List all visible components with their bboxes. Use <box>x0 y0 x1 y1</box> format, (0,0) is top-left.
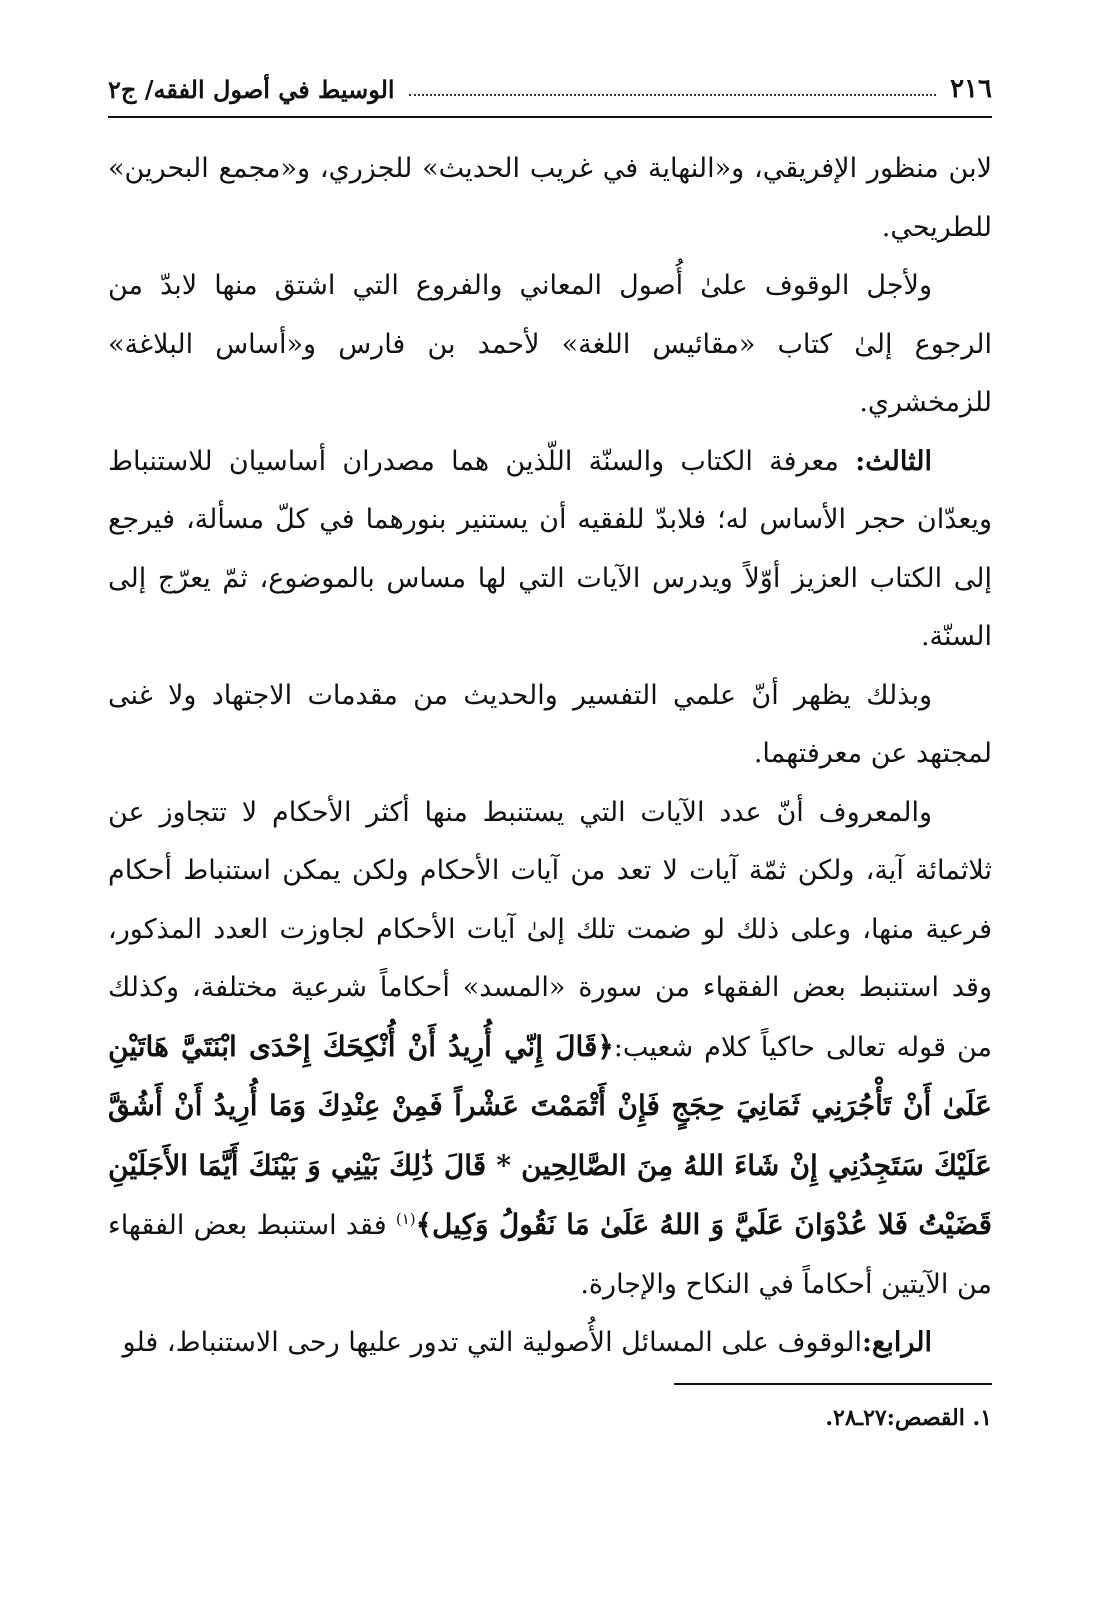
page-number: ٢١٦ <box>950 74 992 104</box>
paragraph-5-text-a: والمعروف أنّ عدد الآيات التي يستنبط منها أكثر الأحكام لا تتجاوز عن ثلاثمائة آية، ولكن ثمّة آيات لا تعد من آيات الأحكام ولكن يمكن استنباط أحكام فرعية منها، وعلى ذلك لو ضمت تلك إلىٰ آيات الأحكام لجاوزت العدد المذكور، وقد استنبط بعض الفقهاء من سورة «المسد» أحكاماً شرعية مختلفة، وكذلك من قوله تعالى حاكياً كلام شعيب: <box>108 796 992 1063</box>
footnotes <box>108 1405 992 1431</box>
section-lead-fourth: الرابع: <box>862 1327 932 1358</box>
running-title: الوسيط في أصول الفقه/ ج٢ <box>108 74 395 104</box>
section-lead-third: الثالث: <box>855 445 932 477</box>
paragraph-2: ولأجل الوقوف علىٰ أُصول المعاني والفروع التي اشتق منها لابدّ من الرجوع إلىٰ كتاب «مقائيس اللغة» لأحمد بن فارس و«أساس البلاغة» للزمخشري. <box>108 270 992 418</box>
body-text <box>108 140 992 1373</box>
quran-verse: ﴿قَالَ إِنّي أُرِيدُ أَنْ أُنْكِحَكَ إِحْدَى ابْنَتَيَّ هَاتَيْنِ عَلَىٰ أَنْ تَأْجُرَنِي ثَمَانِيَ حِجَجٍ فَإِنْ أَتْمَمْتَ عَشْراً فَمِنْ عِنْدِكَ وَمَا أُرِيدُ أَنْ أَشُقَّ عَلَيْكَ سَتَجِدُنِي إِنْ شَاءَ اللهُ مِنَ الصَّالِحِين * قَالَ ذَٰلِكَ بَيْنِي وَ بَيْنَكَ أَيَّمَا الأَجَلَيْنِ قَضَيْتُ فَلا عُدْوَانَ عَلَيَّ وَ اللهُ عَلَىٰ مَا نَقُولُ وَكِيل﴾ <box>108 1029 992 1241</box>
paragraph-4: وبذلك يظهر أنّ علمي التفسير والحديث من مقدمات الاجتهاد ولا غنى لمجتهد عن معرفتهما. <box>108 679 992 769</box>
paragraph-3 <box>108 433 992 667</box>
footnote-item: ١. القصص:٢٧ـ٢٨. <box>825 1404 992 1431</box>
paragraph-1: لابن منظور الإفريقي، و«النهاية في غريب الحديث» للجزري، و«مجمع البحرين» للطريحي. <box>108 153 992 243</box>
running-header <box>108 66 992 112</box>
paragraph-3-text: معرفة الكتاب والسنّة اللّذين هما مصدران أساسيان للاستنباط ويعدّان حجر الأساس له؛ فلابدّ للفقيه أن يستنير بنورهما في كلّ مسألة، فيرجع إلى الكتاب العزيز أوّلاً ويدرس الآيات التي لها مساس بالموضوع، ثمّ يعرّج إلى السنّة. <box>108 445 992 652</box>
page <box>108 66 992 1431</box>
footnote-rule <box>674 1383 992 1385</box>
paragraph-5 <box>108 784 992 1315</box>
dotted-leader <box>409 94 937 96</box>
header-rule <box>108 116 992 118</box>
paragraph-6-text: الوقوف على المسائل الأُصولية التي تدور عليها رحى الاستنباط، فلو <box>122 1327 863 1358</box>
paragraph-6 <box>108 1314 992 1373</box>
paragraph-5-text-b: فقد استنبط بعض الفقهاء من الآيتين أحكاماً في النكاح والإجارة. <box>108 1210 992 1300</box>
footnote-reference[interactable]: (١) <box>395 1210 416 1228</box>
